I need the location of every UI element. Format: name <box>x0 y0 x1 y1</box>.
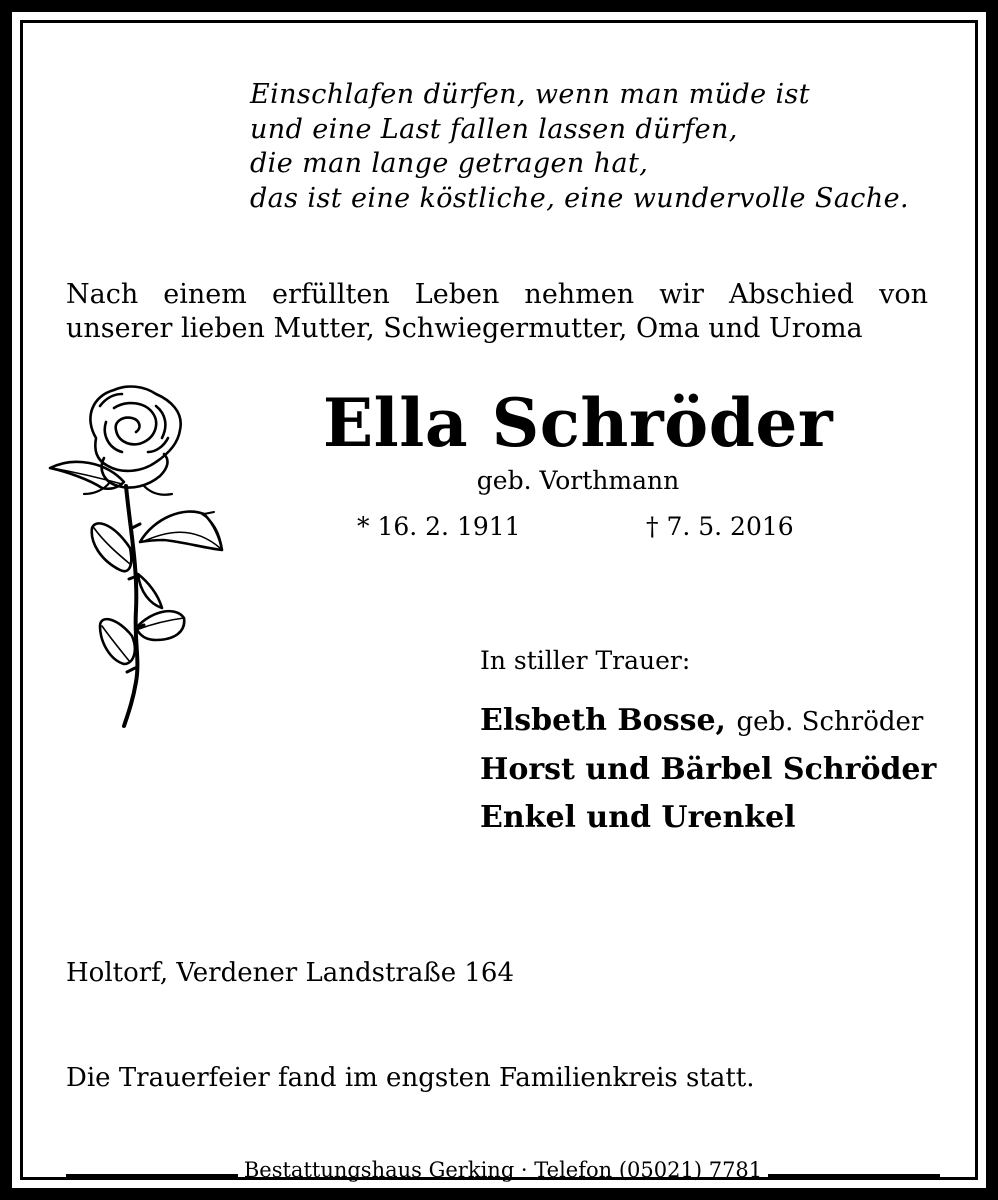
rose-icon <box>44 378 234 732</box>
mourning-heading: In stiller Trauer: <box>480 646 691 675</box>
mourner-entry <box>480 746 936 794</box>
intro-line: Nach einem erfüllten Leben nehmen wir Abschied von <box>66 279 928 310</box>
deceased-name: Ella Schröder <box>322 384 834 462</box>
footer-rule-right <box>768 1174 940 1177</box>
mourner-note: geb. Schröder <box>736 707 924 737</box>
poem-line: das ist eine köstliche, eine wundervolle Sache. <box>250 182 909 214</box>
address: Holtorf, Verdener Landstraße 164 <box>66 958 514 988</box>
footer-rule-left <box>66 1174 238 1177</box>
poem-line: Einschlafen dürfen, wenn man müde ist <box>250 79 810 110</box>
footer <box>66 1155 940 1185</box>
mourner-name: Elsbeth Bosse, <box>480 703 727 738</box>
intro-line: unserer lieben Mutter, Schwiegermutter, Oma und Uroma <box>66 313 863 344</box>
mourner-name: Enkel und Urenkel <box>480 800 796 835</box>
mourner-list <box>480 697 936 842</box>
mourner-name: Horst und Bärbel Schröder <box>480 752 937 787</box>
ceremony-note: Die Trauerfeier fand im engsten Familienkreis statt. <box>66 1063 755 1093</box>
mourner-entry <box>480 697 936 746</box>
poem-line: und eine Last fallen lassen dürfen, <box>250 113 738 145</box>
birth-date: * 16. 2. 1911 <box>357 512 521 541</box>
poem <box>250 78 950 216</box>
funeral-home-contact: Bestattungshaus Gerking · Telefon (05021) 7781 <box>243 1158 763 1182</box>
poem-line: die man lange getragen hat, <box>250 148 649 179</box>
maiden-name: geb. Vorthmann <box>476 466 680 495</box>
intro-text <box>66 278 928 346</box>
mourner-entry <box>480 794 936 842</box>
death-date: † 7. 5. 2016 <box>646 512 794 541</box>
